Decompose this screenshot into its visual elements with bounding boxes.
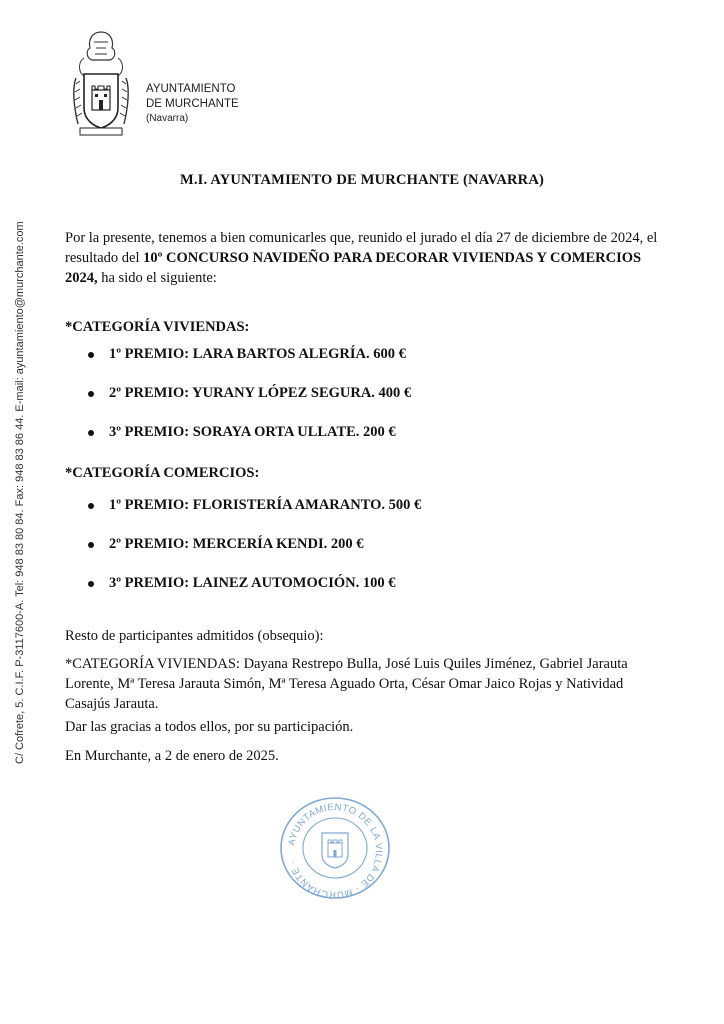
prize-text: 3º PREMIO: LAINEZ AUTOMOCIÓN. 100 €	[109, 575, 396, 591]
others-heading: Resto de participantes admitidos (obsequio):	[65, 628, 324, 644]
bullet-icon	[88, 352, 94, 358]
bullet-icon	[88, 430, 94, 436]
prize-item	[88, 346, 406, 363]
prize-item	[88, 385, 411, 402]
prize-text: 2º PREMIO: YURANY LÓPEZ SEGURA. 400 €	[109, 385, 412, 401]
prize-text: 3º PREMIO: SORAYA ORTA ULLATE. 200 €	[109, 424, 396, 440]
official-seal-icon	[278, 795, 392, 901]
stamp-text: AYUNTAMIENTO DE LA VILLA DE · MURCHANTE ·	[286, 801, 385, 901]
signoff-date: En Murchante, a 2 de enero de 2025.	[65, 748, 279, 764]
bullet-icon	[88, 581, 94, 587]
prize-item	[88, 424, 396, 441]
bullet-icon	[88, 503, 94, 509]
organization-block	[146, 82, 239, 125]
prize-item	[88, 536, 364, 553]
prize-item	[88, 497, 421, 514]
prize-text: 1º PREMIO: FLORISTERÍA AMARANTO. 500 €	[109, 497, 422, 513]
prize-text: 2º PREMIO: MERCERÍA KENDI. 200 €	[109, 536, 364, 552]
prize-item	[88, 575, 395, 592]
bullet-icon	[88, 391, 94, 397]
municipal-crest-icon	[70, 28, 132, 136]
org-region: (Navarra)	[146, 113, 189, 124]
org-name-line1: AYUNTAMIENTO	[146, 83, 236, 95]
contact-sidebar: C/ Cofrete, 5. C.I.F. P-3117600-A. Tel: 948 83 80 84. Fax: 948 83 86 44. E-mail: ayuntamiento@murchante.com	[14, 221, 26, 764]
intro-text-part2: ha sido el siguiente:	[97, 270, 217, 286]
category-heading-comercios: *CATEGORÍA COMERCIOS:	[65, 465, 260, 481]
prize-text: 1º PREMIO: LARA BARTOS ALEGRÍA. 600 €	[109, 346, 406, 362]
contest-name: 10º CONCURSO NAVIDEÑO PARA DECORAR VIVIENDAS Y COMERCIOS 2024,	[65, 250, 642, 286]
page-title: M.I. AYUNTAMIENTO DE MURCHANTE (NAVARRA)	[179, 172, 545, 188]
intro-text-part1: Por la presente, tenemos a bien comunicarles que, reunido el jurado el día 27 de diciembre de 2024, el resultado del	[65, 230, 658, 266]
thanks-text: Dar las gracias a todos ellos, por su participación.	[65, 719, 354, 735]
category-heading-viviendas: *CATEGORÍA VIVIENDAS:	[65, 319, 250, 335]
org-name-line2: DE MURCHANTE	[146, 98, 239, 110]
intro-paragraph	[65, 228, 665, 288]
bullet-icon	[88, 542, 94, 548]
others-list: *CATEGORÍA VIVIENDAS: Dayana Restrepo Bulla, José Luis Quiles Jiménez, Gabriel Jarauta Lorente, Mª Teresa Jarauta Simón, Mª Teresa Aguado Orta, César Omar Jaico Rojas y Natividad Casajús Jarauta.	[65, 656, 628, 712]
